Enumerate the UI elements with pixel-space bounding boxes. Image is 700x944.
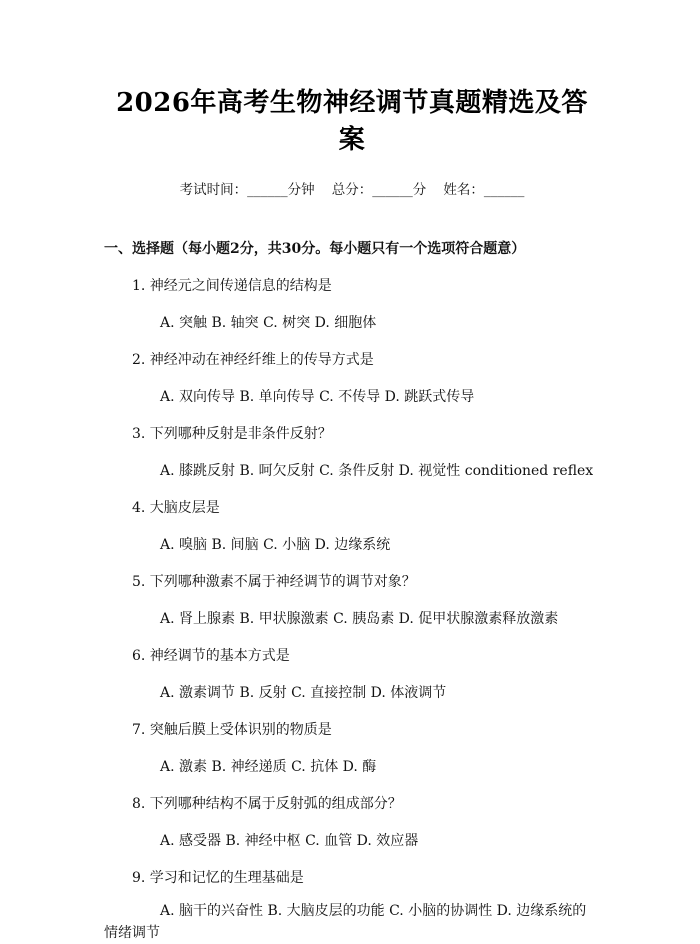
question-options: A. 肾上腺素 B. 甲状腺激素 C. 胰岛素 D. 促甲状腺激素释放激素 <box>160 611 559 627</box>
question-text: 4. 大脑皮层是 <box>132 500 220 516</box>
question-3 <box>104 423 600 480</box>
page-title: 2026年高考生物神经调节真题精选及答案 <box>116 88 588 155</box>
question-options: A. 双向传导 B. 单向传导 C. 不传导 D. 跳跃式传导 <box>160 389 475 405</box>
question-2 <box>104 349 600 406</box>
question-7 <box>104 719 600 776</box>
question-4 <box>104 497 600 554</box>
question-text: 5. 下列哪种激素不属于神经调节的调节对象？ <box>132 574 416 590</box>
question-9 <box>104 867 600 944</box>
question-text: 6. 神经调节的基本方式是 <box>132 648 290 664</box>
question-6 <box>104 645 600 702</box>
question-text: 8. 下列哪种结构不属于反射弧的组成部分？ <box>132 796 402 812</box>
section-heading: 一、选择题（每小题2分，共30分。每小题只有一个选项符合题意） <box>104 241 526 257</box>
question-text: 3. 下列哪种反射是非条件反射？ <box>132 426 332 442</box>
question-options: A. 突触 B. 轴突 C. 树突 D. 细胞体 <box>160 315 377 331</box>
question-8 <box>104 793 600 850</box>
question-text: 1. 神经元之间传递信息的结构是 <box>132 278 332 294</box>
question-options: A. 脑干的兴奋性 B. 大脑皮层的功能 C. 小脑的协调性 D. 边缘系统的情绪调节 <box>104 903 587 941</box>
question-options: A. 膝跳反射 B. 呵欠反射 C. 条件反射 D. 视觉性 conditioned reflex <box>160 463 594 479</box>
question-1 <box>104 275 600 332</box>
question-options: A. 激素调节 B. 反射 C. 直接控制 D. 体液调节 <box>160 685 447 701</box>
question-text: 9. 学习和记忆的生理基础是 <box>132 870 304 886</box>
question-options: A. 嗅脑 B. 间脑 C. 小脑 D. 边缘系统 <box>160 537 391 553</box>
question-text: 2. 神经冲动在神经纤维上的传导方式是 <box>132 352 374 368</box>
question-options: A. 激素 B. 神经递质 C. 抗体 D. 酶 <box>160 759 377 775</box>
question-5 <box>104 571 600 628</box>
question-text: 7. 突触后膜上受体识别的物质是 <box>132 722 332 738</box>
exam-meta: 考试时间：______分钟 总分：______分 姓名：______ <box>179 182 525 198</box>
question-options: A. 感受器 B. 神经中枢 C. 血管 D. 效应器 <box>160 833 419 849</box>
